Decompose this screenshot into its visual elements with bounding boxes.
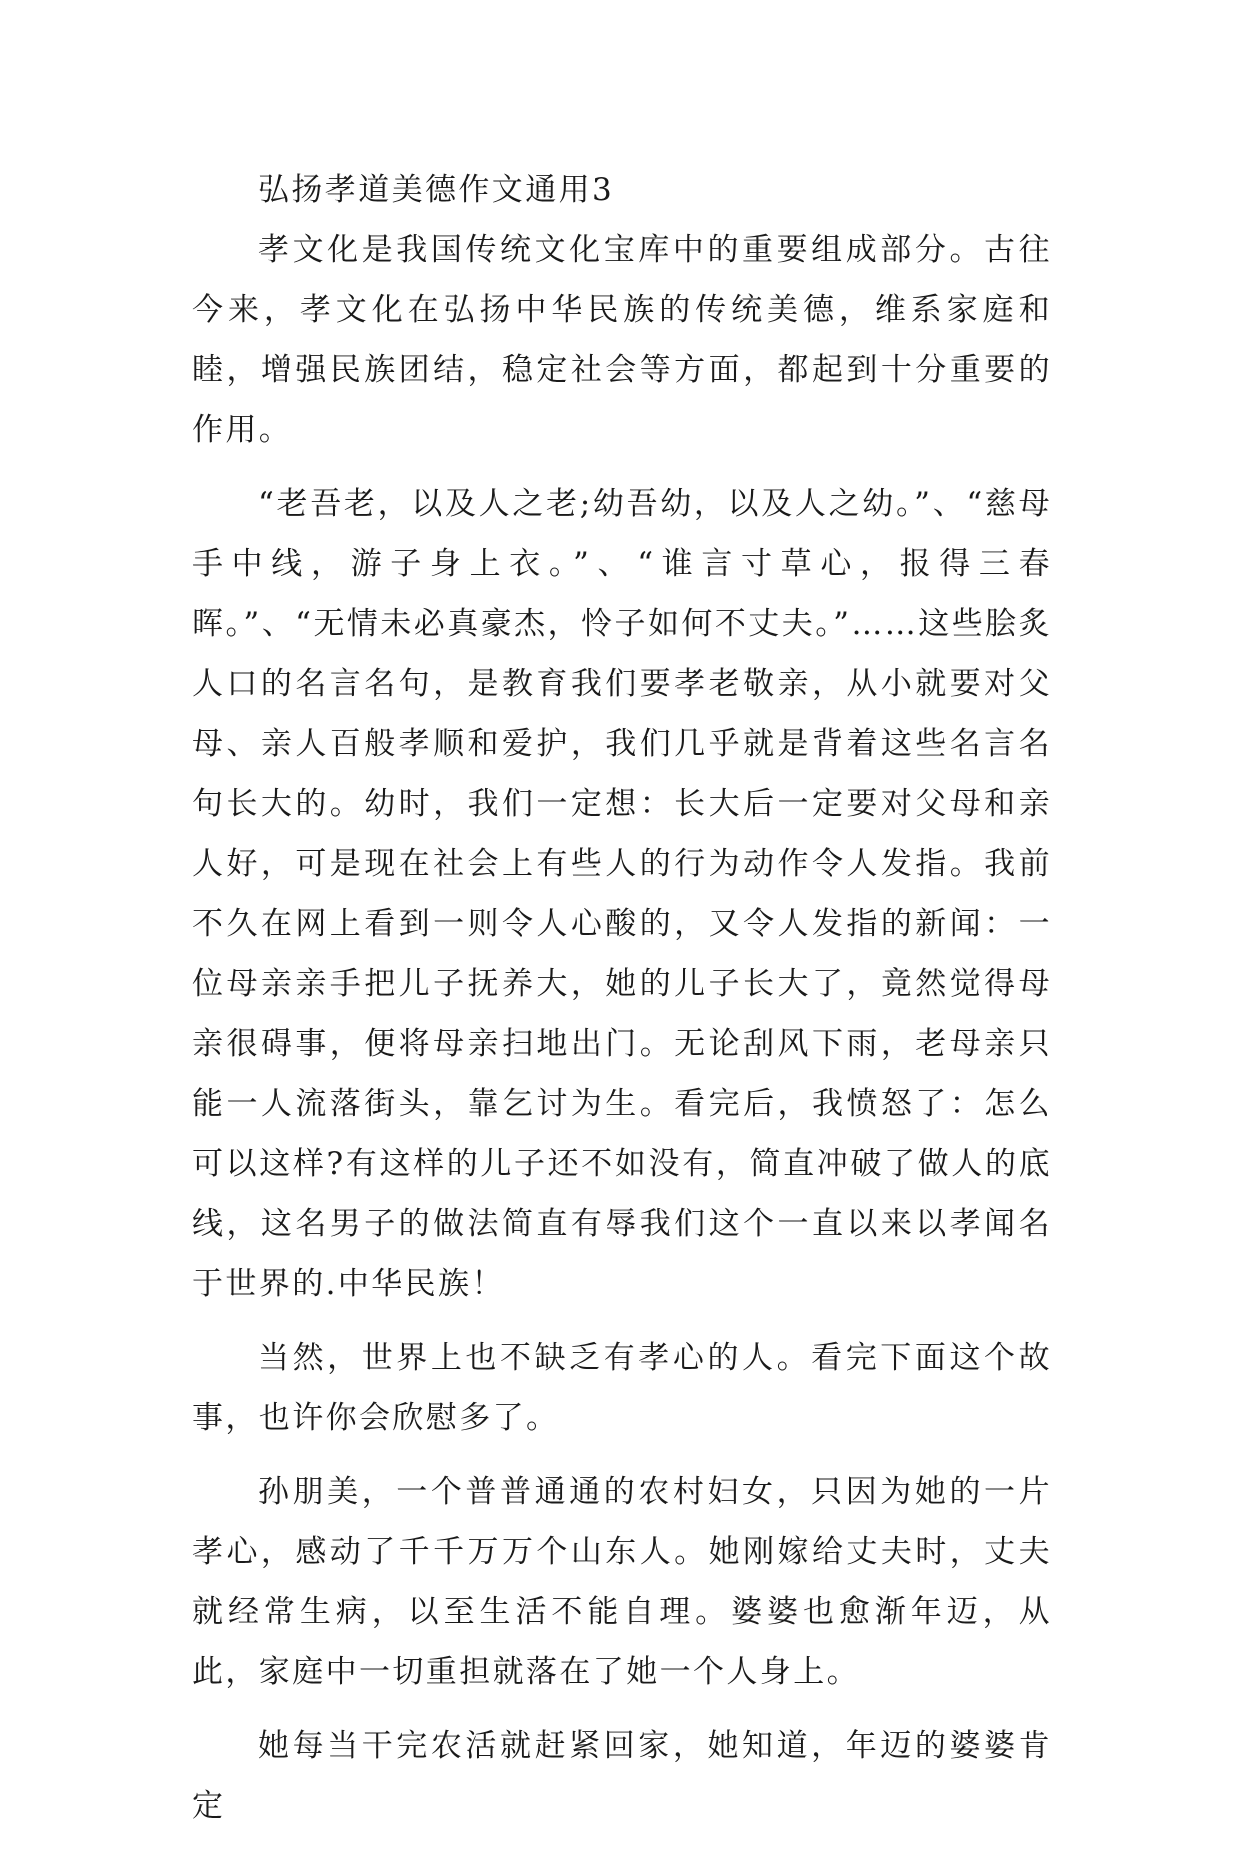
paragraph-continued: 她每当干完农活就赶紧回家，她知道，年迈的婆婆肯定 (192, 1728, 1052, 1824)
paragraph-intro: 孝文化是我国传统文化宝库中的重要组成部分。古往今来，孝文化在弘扬中华民族的传统美德，维系家庭和睦，增强民族团结，稳定社会等方面，都起到十分重要的作用。 (192, 232, 1052, 448)
document-title: 弘扬孝道美德作文通用3 (258, 172, 615, 208)
paragraph-quotes: “老吾老，以及人之老;幼吾幼，以及人之幼。”、“慈母手中线，游子身上衣。”、“谁言寸草心，报得三春晖。”、“无情未必真豪杰，怜子如何不丈夫。”……这些脍炙人口的名言名句，是教育我们要孝老敬亲，从小就要对父母、亲人百般孝顺和爱护，我们几乎就是背着这些名言名句长大的。幼时，我们一定想：长大后一定要对父母和亲人好，可是现在社会上有些人的行为动作令人发指。我前不久在网上看到一则令人心酸的，又令人发指的新闻：一位母亲亲手把儿子抚养大，她的儿子长大了，竟然觉得母亲很碍事，便将母亲扫地出门。无论刮风下雨，老母亲只能一人流落街头，靠乞讨为生。看完后，我愤怒了：怎么可以这样?有这样的儿子还不如没有，简直冲破了做人的底线，这名男子的做法简直有辱我们这个一直以来以孝闻名于世界的.中华民族！ (192, 486, 1052, 1302)
paragraph-transition: 当然，世界上也不缺乏有孝心的人。看完下面这个故事，也许你会欣慰多了。 (192, 1340, 1052, 1436)
paragraph-story: 孙朋美，一个普普通通的农村妇女，只因为她的一片孝心，感动了千千万万个山东人。她刚嫁给丈夫时，丈夫就经常生病，以至生活不能自理。婆婆也愈渐年迈，从此，家庭中一切重担就落在了她一个人身上。 (192, 1474, 1052, 1690)
document-body (192, 160, 1052, 1850)
